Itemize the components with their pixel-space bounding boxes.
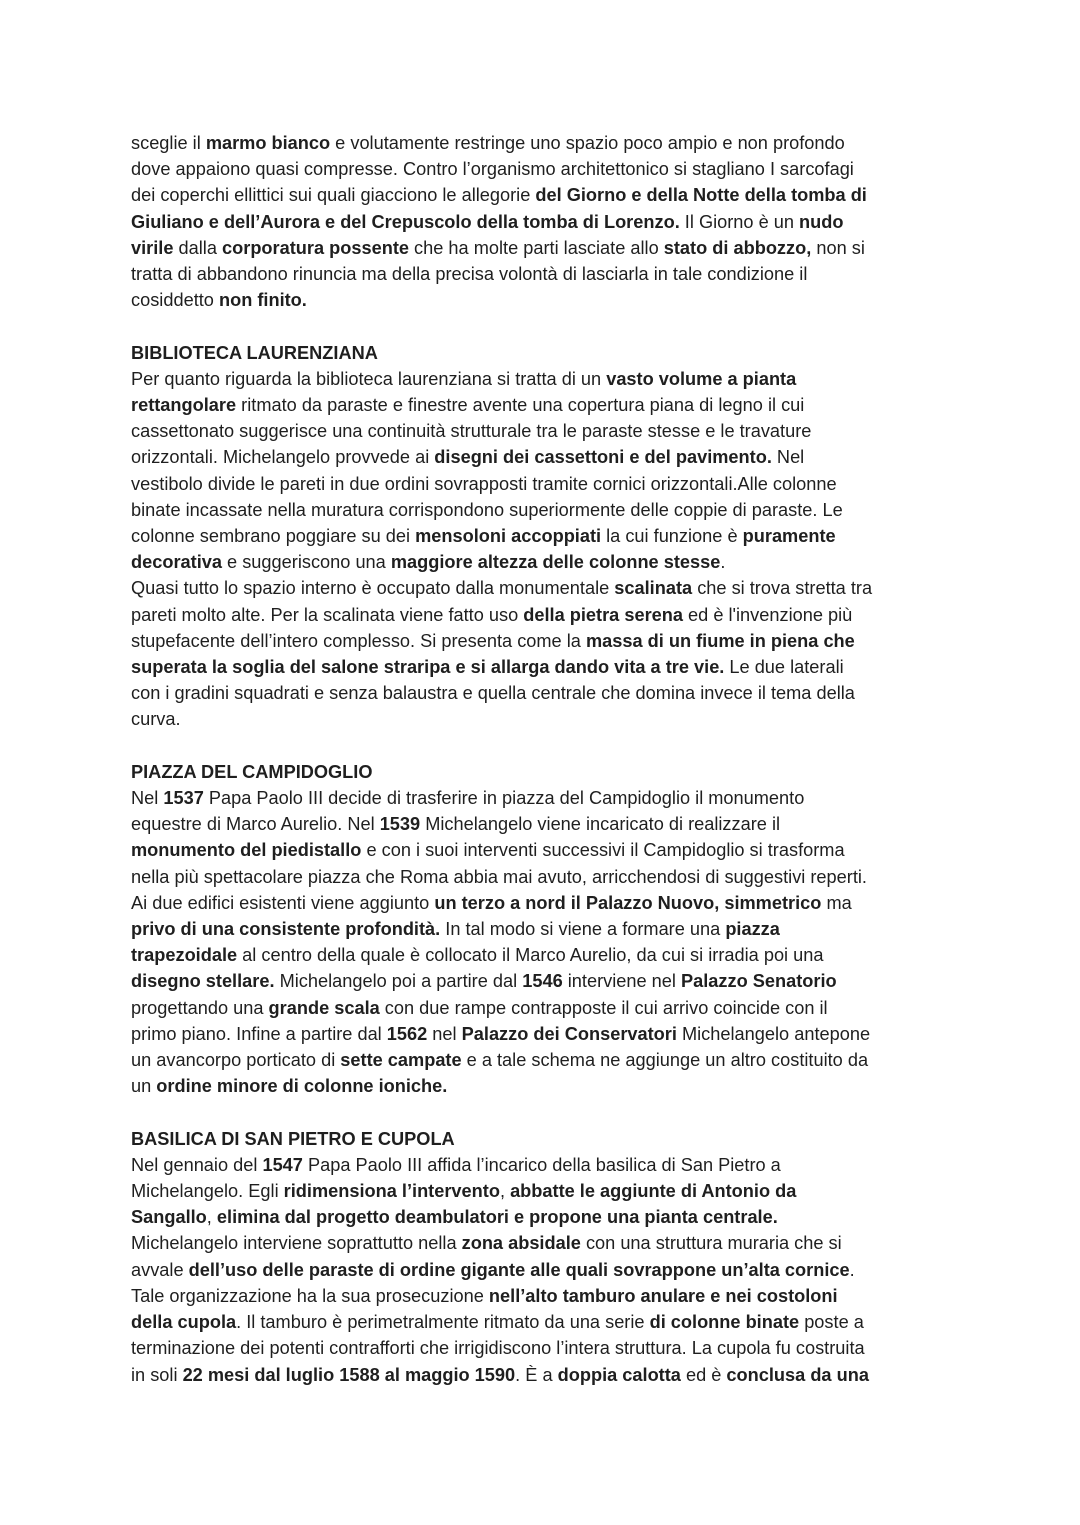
body-text: primo piano. Infine a partire dal [131,1023,387,1044]
body-text: sceglie il [131,133,206,153]
body-text: colonne sembrano poggiare su dei [131,526,416,547]
body-text: pareti molto alte. Per la scalinata viene fatto uso [131,604,524,625]
text-line [131,1178,946,1204]
bold-text: non finito. [218,290,307,311]
text-line [131,156,946,182]
body-text: non si [811,237,865,258]
body-text: . È a [515,1364,558,1385]
text-line [131,235,946,261]
text-line [131,261,946,287]
bold-text: 1546 [522,971,563,992]
body-text: Michelangelo antepone [676,1023,871,1044]
body-text: con una struttura muraria che si [580,1233,842,1254]
bold-text: sette campate [340,1050,462,1071]
text-line [131,1230,946,1256]
body-text: dove appaiono quasi compresse. Contro l’organismo architettonico si stagliano I sarcofagi [131,159,854,180]
body-text: un avancorpo porticato di [131,1050,341,1071]
bold-text: corporatura possente [222,237,409,258]
body-text: Papa Paolo III affida l’incarico della basilica di San Pietro a [302,1154,781,1175]
bold-text: piazza [725,919,780,940]
bold-text: maggiore altezza delle colonne stesse [390,552,721,573]
bold-text: grande scala [268,997,380,1018]
bold-text: puramente [742,526,836,547]
bold-text: elimina dal progetto deambulatori e propone una pianta centrale. [216,1207,778,1228]
body-text: Nel [771,447,805,468]
bold-text: vasto volume a pianta [606,368,797,389]
text-line [131,602,946,628]
section-heading: BIBLIOTECA LAURENZIANA [131,342,378,363]
body-text: ma [821,892,852,913]
body-text: e suggeriscono una [221,552,391,573]
body-text: . [720,552,726,573]
bold-text: nell’alto tamburo anulare e nei costoloni [488,1285,838,1306]
text-line [131,182,946,208]
bold-text: superata la soglia del salone straripa e si allarga dando vita a tre vie. [131,657,725,678]
text-line [131,654,946,680]
bold-text: di colonne binate [649,1312,800,1333]
bold-text: massa di un fiume in piena che [585,630,855,651]
bold-text: Sangallo [131,1207,207,1228]
body-text: equestre di Marco Aurelio. Nel [131,814,380,835]
text-line [131,811,946,837]
body-text: cosiddetto [131,290,219,311]
bold-text: 22 mesi dal luglio 1588 al maggio 1590 [182,1364,516,1385]
bold-text: del Giorno e della Notte della tomba di [535,185,867,206]
body-text: al centro della quale è collocato il Marco Aurelio, da cui si irradia poi una [237,945,824,966]
text-line [131,418,946,444]
text-line [131,471,946,497]
text-line [131,942,946,968]
paragraph [131,366,946,733]
bold-text: Palazzo Senatorio [681,971,837,992]
body-text: Michelangelo poi a partire dal [274,971,523,992]
body-text: Nel [131,788,164,809]
text-line [131,1152,946,1178]
body-text: tratta di abbandono rinuncia ma della precisa volontà di lasciarla in tale condizione il [131,264,808,285]
bold-text: 1547 [262,1154,303,1175]
text-line [131,523,946,549]
body-text: dei coperchi ellittici sui quali giacciono le allegorie [131,185,536,206]
text-line [131,209,946,235]
body-text: Quasi tutto lo spazio interno è occupato dalla monumentale [131,578,615,599]
text-line [131,366,946,392]
text-line [131,680,946,706]
body-text: Nel gennaio del [131,1154,263,1175]
bold-text: privo di una consistente profondità. [131,919,441,940]
body-text: un [131,1076,157,1097]
bold-text: mensoloni accoppiati [415,526,602,547]
text-line [131,890,946,916]
text-line [131,392,946,418]
bold-text: disegno stellare. [131,971,275,992]
body-text: binate incassate nella muratura corrispondono superiormente delle coppie di paraste. Le [131,499,843,520]
bold-text: 1539 [379,814,421,835]
bold-text: decorativa [131,552,222,573]
text-line [131,968,946,994]
bold-text: ridimensiona l’intervento [283,1181,500,1202]
text-line [131,549,946,575]
body-text: progettando una [131,997,269,1018]
document-page [131,130,946,1388]
bold-text: un terzo a nord il Palazzo Nuovo, simmetrico [434,892,822,913]
bold-text: nudo [799,211,844,232]
body-text: ed è l'invenzione più [683,604,853,625]
body-text: nella più spettacolare piazza che Roma abbia mai avuto, arricchendosi di suggestivi reperti. [131,866,867,887]
paragraph [131,130,946,313]
text-line [131,1073,946,1099]
body-text: terminazione dei potenti contrafforti che irrigidiscono l’intera struttura. La cupola fu costruita [131,1338,865,1359]
body-text: Tale organizzazione ha la sua prosecuzione [131,1285,489,1306]
text-line [131,628,946,654]
text-line [131,1021,946,1047]
body-text: e con i suoi interventi successivi il Campidoglio si trasforma [361,840,845,861]
body-text: curva. [131,709,181,730]
bold-text: doppia calotta [557,1364,681,1385]
section-3 [131,1126,946,1388]
text-line [131,1335,946,1361]
body-text: , [206,1207,217,1228]
body-text: . [849,1259,855,1280]
body-text: ed è [680,1364,727,1385]
bold-text: rettangolare [131,395,237,416]
bold-text: della pietra serena [523,604,683,625]
body-text: vestibolo divide le pareti in due ordini sovrapposti tramite cornici orizzontali.Alle colonne [131,473,837,494]
body-text: orizzontali. Michelangelo provvede ai [131,447,435,468]
body-text: cassettonato suggerisce una continuità strutturale tra le paraste stesse e le travature [131,421,812,442]
body-text: Michelangelo interviene soprattutto nella [131,1233,462,1254]
body-text: che si trova stretta tra [692,578,873,599]
body-text: Michelangelo viene incaricato di realizzare il [420,814,781,835]
bold-text: conclusa da una [726,1364,869,1385]
body-text: in soli [131,1364,183,1385]
body-text: la cui funzione è [601,526,743,547]
body-text: , [499,1181,511,1202]
text-line [131,287,946,313]
bold-text: abbatte le aggiunte di Antonio da [510,1181,797,1202]
bold-text: disegni dei cassettoni e del pavimento. [434,447,772,468]
text-line [131,785,946,811]
body-text: Michelangelo. Egli [131,1181,284,1202]
body-text: Per quanto riguarda la biblioteca laurenziana si tratta di un [131,368,607,389]
paragraph [131,1152,946,1388]
body-text: e a tale schema ne aggiunge un altro costituito da [461,1050,869,1071]
text-line [131,864,946,890]
section-0 [131,130,946,313]
section-heading: BASILICA DI SAN PIETRO E CUPOLA [131,1128,455,1149]
text-line [131,1047,946,1073]
body-text: e volutamente restringe uno spazio poco ampio e non profondo [330,133,845,153]
body-text: stupefacente dell’intero complesso. Si presenta come la [131,630,586,651]
text-line [131,1309,946,1335]
body-text: nel [427,1023,462,1044]
bold-text: Giuliano e dell’Aurora e del Crepuscolo della tomba di Lorenzo. [131,211,680,232]
body-text: . Il tamburo è perimetralmente ritmato da una serie [236,1312,650,1333]
body-text: che ha molte parti lasciate allo [409,237,664,258]
text-line [131,1204,946,1230]
bold-text: marmo bianco [205,133,331,153]
body-text: Papa Paolo III decide di trasferire in piazza del Campidoglio il monumento [203,788,805,809]
body-text: interviene nel [562,971,681,992]
bold-text: virile [131,237,174,258]
section-heading: PIAZZA DEL CAMPIDOGLIO [131,761,373,782]
body-text: con i gradini squadrati e senza balaustra e quella centrale che domina invece il tema della [131,683,855,704]
section-2 [131,759,946,1100]
body-text: Le due laterali [724,657,844,678]
body-text: con due rampe contrapposte il cui arrivo coincide con il [379,997,828,1018]
paragraph [131,785,946,1099]
bold-text: 1537 [163,788,204,809]
text-line [131,497,946,523]
body-text: poste a [799,1312,864,1333]
bold-text: scalinata [614,578,693,599]
bold-text: ordine minore di colonne ioniche. [156,1076,448,1097]
text-line [131,837,946,863]
text-line [131,1362,946,1388]
bold-text: dell’uso delle paraste di ordine gigante alle quali sovrappone un’alta cornice [188,1259,850,1280]
text-line [131,575,946,601]
body-text: In tal modo si viene a formare una [440,919,726,940]
bold-text: Palazzo dei Conservatori [461,1023,677,1044]
section-1 [131,340,946,733]
bold-text: trapezoidale [131,945,238,966]
text-line [131,706,946,732]
bold-text: della cupola [131,1312,237,1333]
body-text: avvale [131,1259,189,1280]
body-text: ritmato da paraste e finestre avente una copertura piana di legno il cui [236,395,805,416]
text-line [131,995,946,1021]
body-text: dalla [173,237,223,258]
body-text: Il Giorno è un [679,211,800,232]
bold-text: monumento del piedistallo [131,840,362,861]
text-line [131,130,946,156]
text-line [131,1257,946,1283]
bold-text: zona absidale [461,1233,581,1254]
bold-text: 1562 [386,1023,428,1044]
text-line [131,444,946,470]
text-line [131,1283,946,1309]
body-text: Ai due edifici esistenti viene aggiunto [131,892,435,913]
text-line [131,916,946,942]
bold-text: stato di abbozzo, [663,237,812,258]
